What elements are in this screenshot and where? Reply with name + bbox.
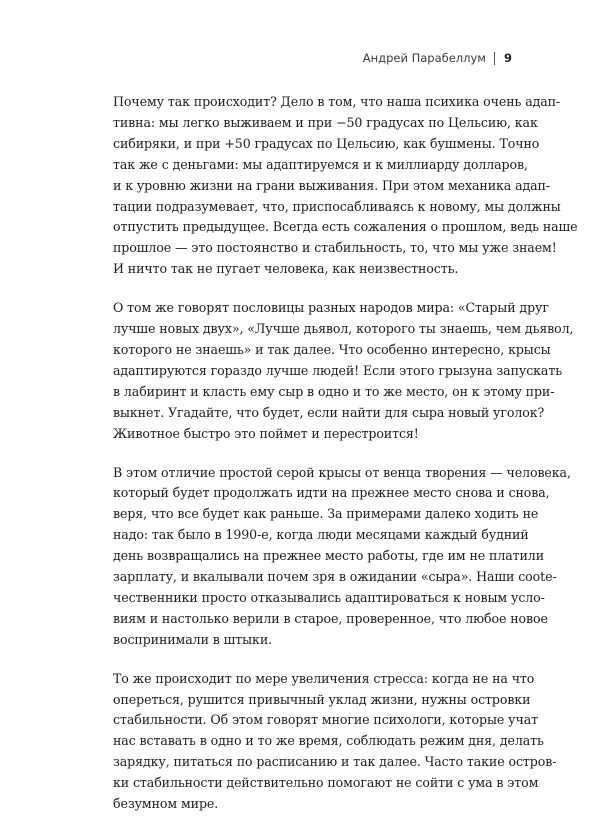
paragraph-4 (113, 669, 557, 815)
text-line: выкнет. Угадайте, что будет, если найти для сыра новый уголок? (113, 404, 545, 420)
text-line: день возвращались на прежнее место работы, где им не платили (113, 548, 544, 564)
header-divider (494, 52, 495, 65)
text-line: опереться, рушится привычный уклад жизни, нужны островки (113, 691, 531, 707)
body-text (113, 92, 578, 833)
text-line: чественники просто отказывались адаптироваться к новым усло- (113, 589, 545, 605)
text-line: ки стабильности действительно помогают не сойти с ума в этом (113, 775, 539, 791)
author-name: Андрей Парабеллум (362, 51, 486, 65)
text-line: виям и настолько верили в старое, проверенное, что любое новое (113, 610, 548, 626)
text-line: отпустить предыдущее. Всегда есть сожаления о прошлом, ведь наше (113, 219, 578, 235)
text-line: так же с деньгами: мы адаптируемся и к миллиарду долларов, (113, 156, 528, 172)
text-line: В этом отличие простой серой крысы от венца творения — человека, (113, 464, 571, 480)
text-line: воспринимали в штыки. (113, 631, 273, 647)
text-line: Почему так происходит? Дело в том, что наша психика очень адап- (113, 94, 561, 109)
text-line: И ничто так не пугает человека, как неизвестность. (113, 261, 459, 277)
text-line: лучше новых двух», «Лучше дьявол, которого ты знаешь, чем дьявол, (113, 321, 574, 337)
text-line: в лабиринт и класть ему сыр в одно и то же место, он к этому при- (113, 383, 555, 399)
text-line: веря, что все будет как раньше. За примерами далеко ходить не (113, 506, 539, 522)
paragraph-1 (113, 92, 578, 280)
text-line: который будет продолжать идти на прежнее место снова и снова, (113, 485, 550, 501)
text-line: зарядку, питаться по расписанию и так далее. Часто такие остров- (113, 754, 557, 770)
text-line: сибиряки, и при +50 градусах по Цельсию, как бушмены. Точно (113, 135, 540, 151)
text-line: То же происходит по мере увеличения стресса: когда не на что (113, 670, 535, 686)
text-line: которого не знаешь» и так далее. Что особенно интересно, крысы (113, 341, 551, 357)
text-line: О том же говорят пословицы разных народов мира: «Старый друг (113, 300, 549, 316)
text-line: адаптируются гораздо лучше людей! Если этого грызуна запускать (113, 362, 562, 378)
text-line: зарплату, и вкалывали почем зря в ожидании «сыра». Наши соote- (113, 569, 557, 585)
text-line: Животное быстро это поймет и перестроится! (113, 425, 419, 441)
text-line: надо: так было в 1990-е, когда люди месяцами каждый будний (113, 527, 529, 543)
text-line: прошлое — это постоянство и стабильность, то, что мы уже знаем! (113, 240, 557, 256)
page-number: 9 (503, 51, 512, 65)
text-line: тации подразумевает, что, приспосабливаясь к новому, мы должны (113, 198, 561, 214)
text-line: нас вставать в одно и то же время, соблюдать режим дня, делать (113, 733, 544, 749)
running-header (363, 51, 512, 65)
text-line: безумном мире. (113, 796, 219, 812)
text-line: стабильности. Об этом говорят многие психологи, которые учат (113, 712, 538, 728)
text-line: тивна: мы легко выживаем и при −50 градусах по Цельсию, как (113, 114, 538, 130)
paragraph-2 (113, 298, 574, 444)
text-line: и к уровню жизни на грани выживания. При этом механика адап- (113, 177, 551, 193)
paragraph-3 (113, 463, 571, 651)
